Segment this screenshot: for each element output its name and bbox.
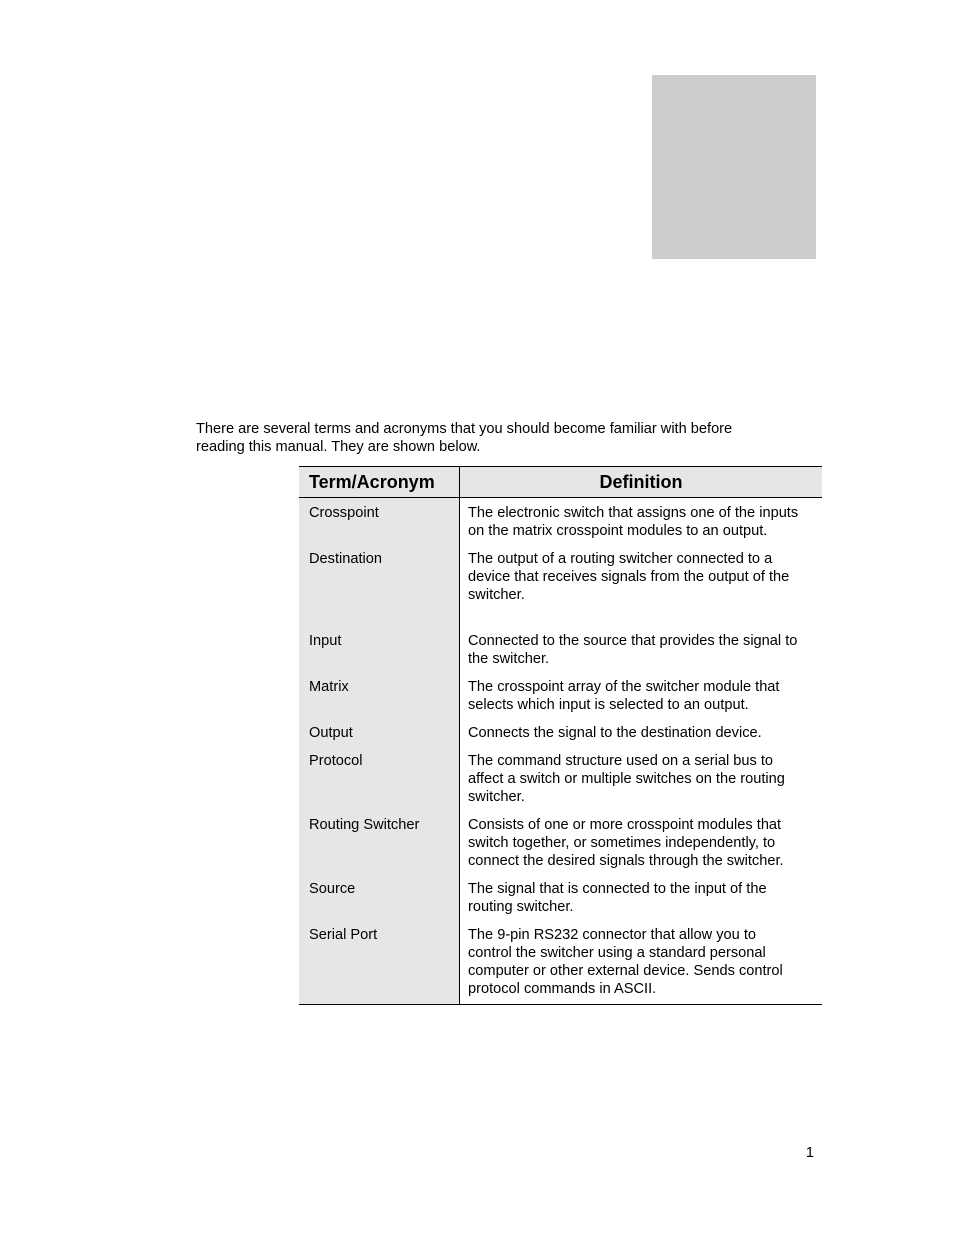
definition-line: The crosspoint array of the switcher module that [468, 679, 780, 695]
definition-cell [460, 498, 823, 541]
definition-line: connect the desired signals through the switcher. [468, 853, 784, 869]
definition-cell [460, 742, 823, 806]
table-row [299, 498, 822, 541]
definition-cell [460, 870, 823, 916]
page-number: 1 [805, 1145, 814, 1161]
definition-line: on the matrix crosspoint modules to an output. [468, 523, 768, 539]
term-cell: Source [299, 870, 460, 916]
definition-line: The electronic switch that assigns one of the inputs [468, 505, 799, 521]
definition-line: switch together, or sometimes independently, to [468, 835, 776, 851]
terms-table [299, 466, 822, 1005]
term-cell: Output [299, 714, 460, 742]
definition-cell [460, 916, 823, 1005]
term-cell: Matrix [299, 668, 460, 714]
definition-line: protocol commands in ASCII. [468, 981, 657, 997]
definition-cell [460, 806, 823, 870]
definition-line: Connected to the source that provides the signal to [468, 633, 798, 649]
definition-line: The signal that is connected to the input of the [468, 881, 767, 897]
definition-line: The 9-pin RS232 connector that allow you to [468, 927, 756, 943]
term-cell: Crosspoint [299, 498, 460, 541]
table-header-row [299, 467, 822, 498]
definition-line: control the switcher using a standard personal [468, 945, 766, 961]
definition-line: routing switcher. [468, 899, 574, 915]
term-cell: Routing Switcher [299, 806, 460, 870]
term-cell: Serial Port [299, 916, 460, 1005]
definition-line: The output of a routing switcher connected to a [468, 551, 773, 567]
definition-line: Connects the signal to the destination device. [468, 725, 762, 741]
intro-line-1: There are several terms and acronyms that you should become familiar with before [196, 421, 733, 437]
definition-line: selects which input is selected to an output. [468, 697, 749, 713]
definition-cell [460, 540, 823, 604]
term-column-header: Term/Acronym [299, 467, 460, 498]
table-row [299, 742, 822, 806]
definition-line: affect a switch or multiple switches on the routing [468, 771, 785, 787]
table-row [299, 916, 822, 1005]
definition-line: device that receives signals from the output of the [468, 569, 790, 585]
intro-paragraph [196, 420, 836, 456]
definition-line: the switcher. [468, 651, 550, 667]
intro-line-2: reading this manual. They are shown below. [196, 439, 481, 455]
term-cell: Protocol [299, 742, 460, 806]
definition-cell [460, 668, 823, 714]
table-row [299, 870, 822, 916]
definition-cell [460, 714, 823, 742]
definition-line: switcher. [468, 789, 525, 805]
chapter-gray-block [652, 75, 816, 259]
definition-column-header: Definition [460, 467, 823, 498]
definition-line: computer or other external device. Sends control [468, 963, 783, 979]
terms-table-body [299, 498, 822, 1005]
table-row [299, 540, 822, 604]
term-cell: Destination [299, 540, 460, 604]
definition-cell [460, 604, 823, 668]
table-row [299, 806, 822, 870]
table-row [299, 714, 822, 742]
term-cell: Input [299, 604, 460, 668]
definition-line: Consists of one or more crosspoint modules that [468, 817, 782, 833]
definition-line: The command structure used on a serial bus to [468, 753, 774, 769]
definition-line: switcher. [468, 587, 525, 603]
table-row [299, 668, 822, 714]
table-row [299, 604, 822, 668]
